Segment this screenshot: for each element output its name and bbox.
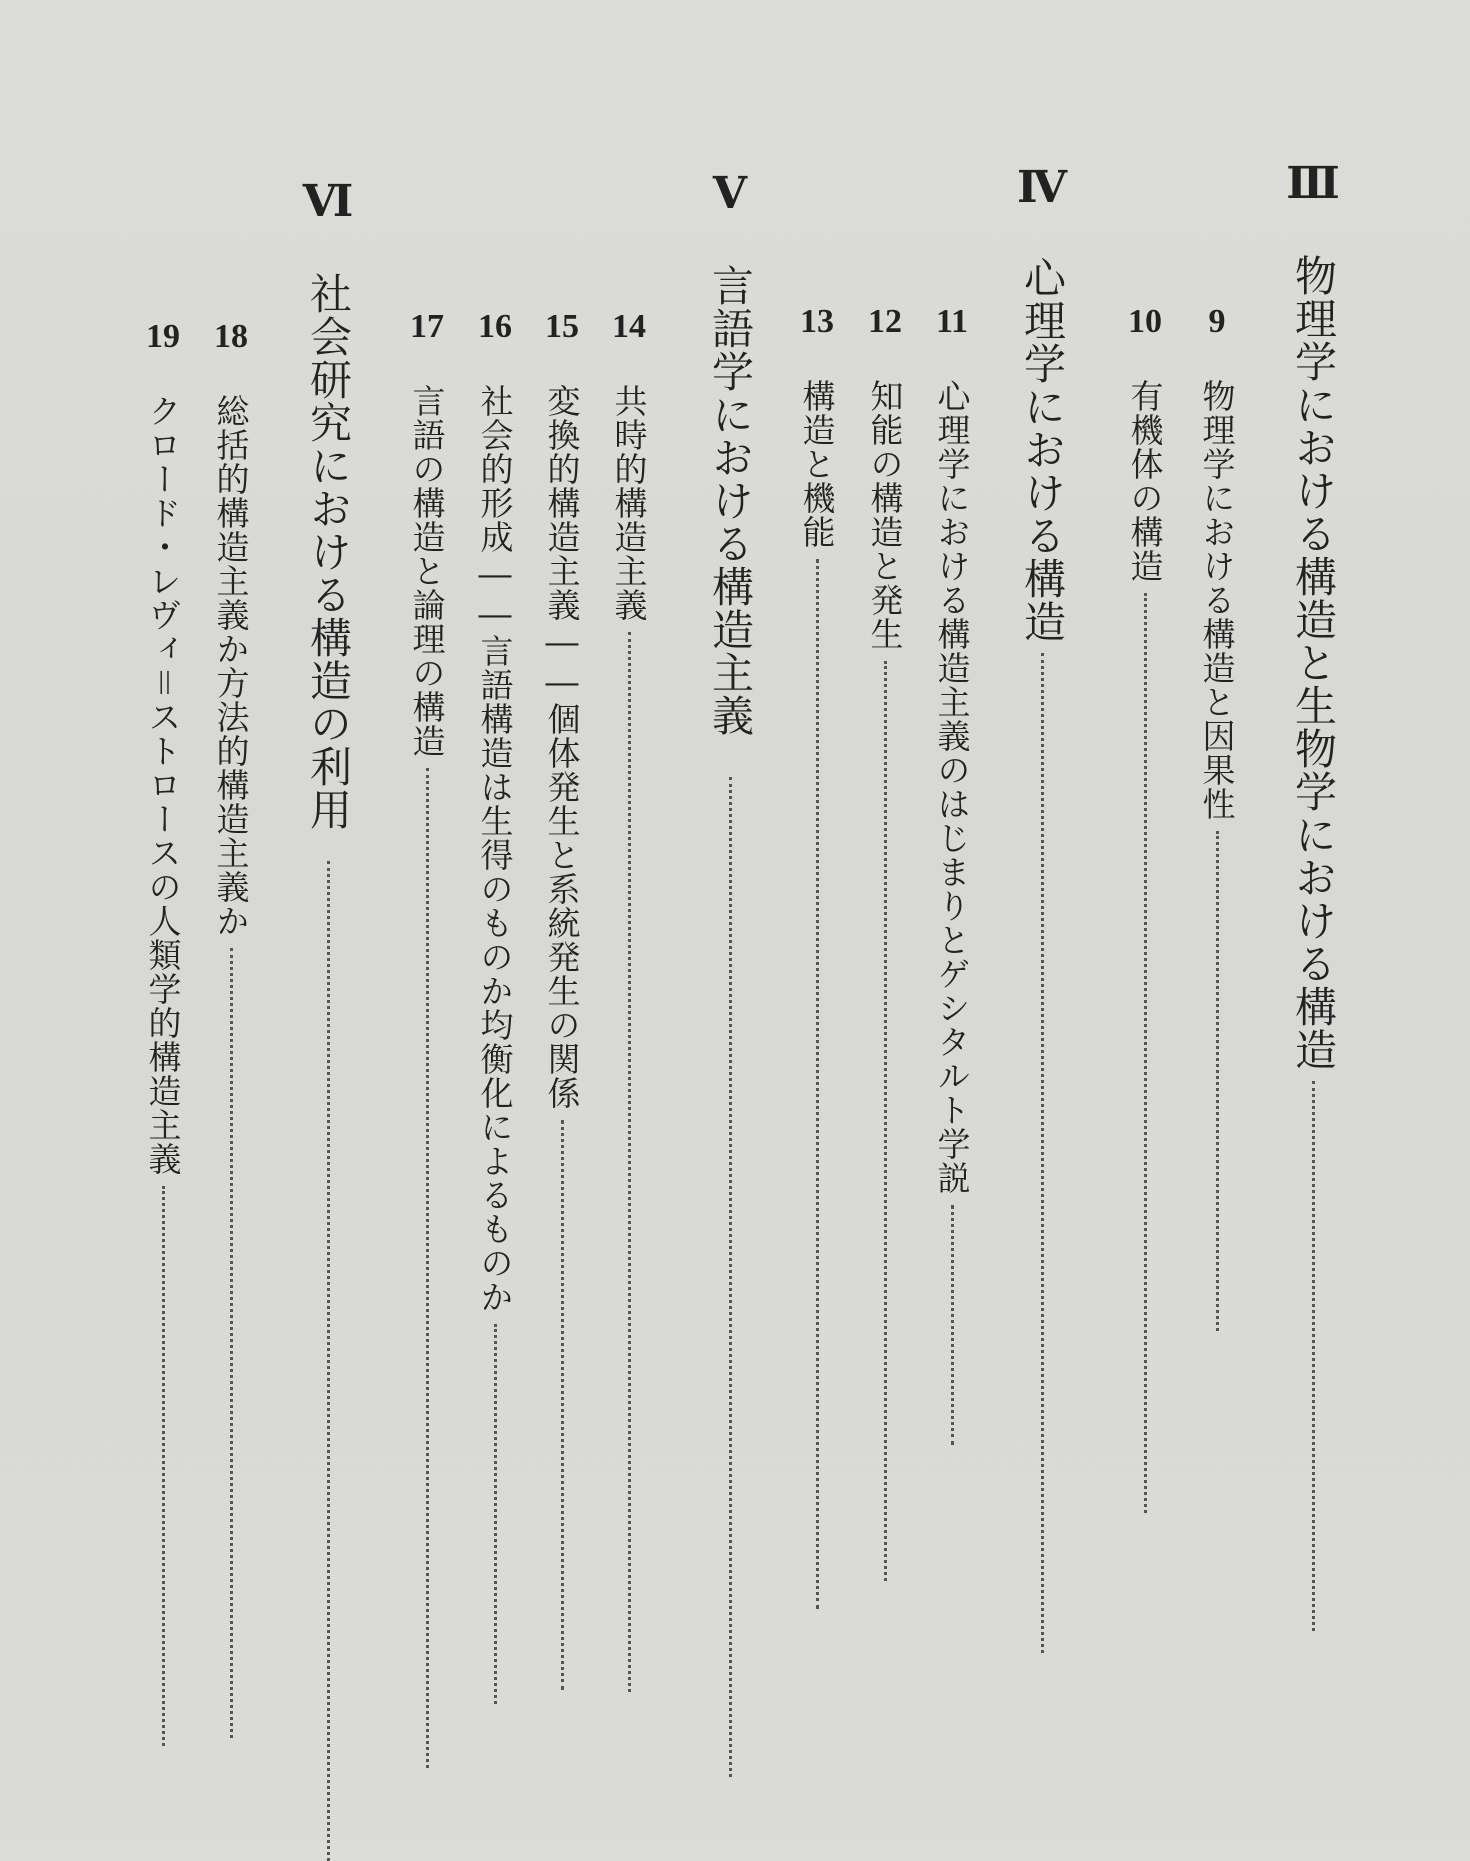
toc-entry-9 — [1192, 305, 1242, 1331]
section-3 — [1283, 159, 1343, 1631]
dot-leader — [1216, 831, 1219, 1331]
entry-title: 構造と機能 — [797, 379, 837, 549]
entry-title: 変換的構造主義――個体発生と系統発生の関係 — [542, 384, 582, 1110]
section-numeral: Ⅲ — [1286, 159, 1340, 208]
dot-leader — [327, 861, 330, 1861]
section-numeral: Ⅴ — [712, 169, 748, 218]
dot-leader — [816, 559, 819, 1609]
dot-leader — [951, 1205, 954, 1445]
entry-title: 総括的構造主義か方法的構造主義か — [211, 394, 251, 938]
entry-number: 12 — [868, 303, 902, 340]
toc-entry-12 — [860, 305, 910, 1581]
entry-number: 11 — [935, 303, 969, 340]
dot-leader — [162, 1186, 165, 1746]
toc-entry-17 — [402, 310, 452, 1768]
section-title: 社会研究における構造の利用 — [304, 272, 353, 831]
toc-entry-16 — [470, 310, 520, 1704]
entry-title: 共時的構造主義 — [609, 384, 649, 622]
entry-number: 9 — [1208, 303, 1226, 340]
section-numeral: Ⅵ — [302, 177, 354, 226]
section-title: 言語学における構造主義 — [706, 264, 755, 737]
entry-number: 17 — [410, 308, 444, 345]
toc-entry-15 — [537, 310, 587, 1690]
entry-title: 心理学における構造主義のはじまりとゲシタルト学説 — [932, 379, 972, 1195]
entry-number: 15 — [545, 308, 579, 345]
entry-number: 18 — [214, 318, 248, 355]
toc-entry-14 — [604, 310, 654, 1692]
entry-title: 社会的形成――言語構造は生得のものか均衡化によるものか — [475, 384, 515, 1314]
entry-title: 言語の構造と論理の構造 — [407, 384, 447, 758]
toc-entry-10 — [1120, 305, 1170, 1513]
toc-entry-13 — [792, 305, 842, 1609]
entry-number: 16 — [478, 308, 512, 345]
toc-entry-18 — [206, 320, 256, 1738]
dot-leader — [729, 777, 732, 1777]
section-title: 心理学における構造 — [1018, 256, 1067, 643]
entry-title: 知能の構造と発生 — [865, 379, 905, 651]
entry-number: 14 — [612, 308, 646, 345]
section-6 — [298, 177, 358, 1861]
entry-title: クロード・レヴィ＝ストロースの人類学的構造主義 — [143, 394, 183, 1176]
dot-leader — [628, 632, 631, 1692]
entry-title: 物理学における構造と因果性 — [1197, 379, 1237, 821]
dot-leader — [230, 948, 233, 1738]
entry-title: 有機体の構造 — [1125, 379, 1165, 583]
section-title: 物理学における構造と生物学における構造 — [1289, 254, 1338, 1071]
dot-leader — [494, 1324, 497, 1704]
dot-leader — [1312, 1081, 1315, 1631]
section-5 — [700, 169, 760, 1777]
dot-leader — [884, 661, 887, 1581]
section-numeral: Ⅳ — [1017, 163, 1067, 212]
entry-number: 10 — [1128, 303, 1162, 340]
dot-leader — [1041, 653, 1044, 1653]
dot-leader — [426, 768, 429, 1768]
section-4 — [1012, 163, 1072, 1653]
toc-entry-19 — [138, 320, 188, 1746]
entry-number: 13 — [800, 303, 834, 340]
dot-leader — [1144, 593, 1147, 1513]
toc-entry-11 — [927, 305, 977, 1445]
dot-leader — [561, 1120, 564, 1690]
entry-number: 19 — [146, 318, 180, 355]
